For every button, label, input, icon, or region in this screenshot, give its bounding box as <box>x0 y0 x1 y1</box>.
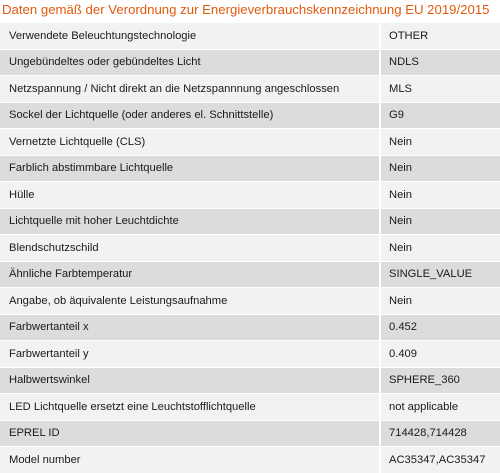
spec-table <box>0 22 500 473</box>
row-value: G9 <box>380 102 500 129</box>
table-row <box>0 235 500 262</box>
table-row <box>0 76 500 103</box>
row-value: 0.409 <box>380 341 500 368</box>
table-row <box>0 102 500 129</box>
row-value: Nein <box>380 182 500 209</box>
row-label: Halbwertswinkel <box>0 367 380 394</box>
table-row <box>0 288 500 315</box>
table-row <box>0 394 500 421</box>
table-row <box>0 182 500 209</box>
row-label: Lichtquelle mit hoher Leuchtdichte <box>0 208 380 235</box>
row-value: Nein <box>380 208 500 235</box>
row-value: 0.452 <box>380 314 500 341</box>
row-value: MLS <box>380 76 500 103</box>
row-value: NDLS <box>380 49 500 76</box>
row-label: Verwendete Beleuchtungstechnologie <box>0 23 380 50</box>
table-row <box>0 129 500 156</box>
row-value: OTHER <box>380 23 500 50</box>
row-value: Nein <box>380 235 500 262</box>
table-row <box>0 420 500 447</box>
row-label: Farbwertanteil x <box>0 314 380 341</box>
row-label: Sockel der Lichtquelle (oder anderes el. Schnittstelle) <box>0 102 380 129</box>
table-row <box>0 23 500 50</box>
table-row <box>0 341 500 368</box>
row-label: Farbwertanteil y <box>0 341 380 368</box>
table-row <box>0 261 500 288</box>
row-label: Ungebündeltes oder gebündeltes Licht <box>0 49 380 76</box>
table-row <box>0 314 500 341</box>
row-value: Nein <box>380 129 500 156</box>
page-title: Daten gemäß der Verordnung zur Energieverbrauchskennzeichnung EU 2019/2015 <box>2 2 490 17</box>
row-label: Vernetzte Lichtquelle (CLS) <box>0 129 380 156</box>
row-label: Ähnliche Farbtemperatur <box>0 261 380 288</box>
row-label: LED Lichtquelle ersetzt eine Leuchtstofflichtquelle <box>0 394 380 421</box>
row-label: Hülle <box>0 182 380 209</box>
row-value: 714428,714428 <box>380 420 500 447</box>
row-label: Farblich abstimmbare Lichtquelle <box>0 155 380 182</box>
table-row <box>0 49 500 76</box>
row-value: Nein <box>380 155 500 182</box>
row-label: Netzspannung / Nicht direkt an die Netzspannnung angeschlossen <box>0 76 380 103</box>
row-label: Angabe, ob äquivalente Leistungsaufnahme <box>0 288 380 315</box>
row-label: Blendschutzschild <box>0 235 380 262</box>
row-label: Model number <box>0 447 380 473</box>
table-row <box>0 208 500 235</box>
row-value: SINGLE_VALUE <box>380 261 500 288</box>
row-value: Nein <box>380 288 500 315</box>
table-row <box>0 367 500 394</box>
table-row <box>0 155 500 182</box>
row-value: not applicable <box>380 394 500 421</box>
row-label: EPREL ID <box>0 420 380 447</box>
row-value: AC35347,AC35347 <box>380 447 500 473</box>
row-value: SPHERE_360 <box>380 367 500 394</box>
